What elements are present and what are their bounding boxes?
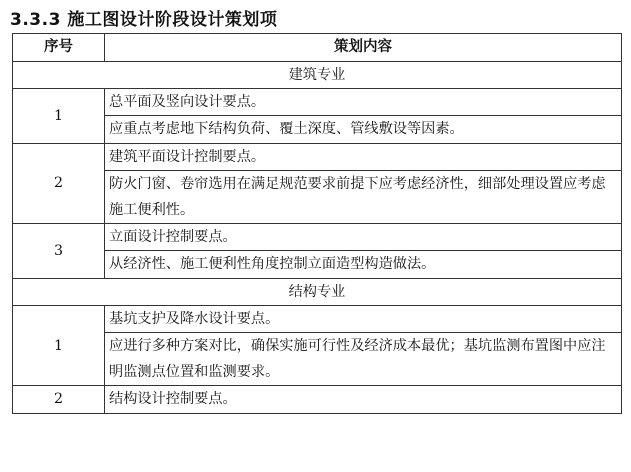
item-text: 结构设计控制要点。: [105, 386, 622, 413]
item-text: 立面设计控制要点。: [105, 224, 622, 251]
section-heading: 3.3.3 施工图设计阶段设计策划项: [10, 10, 278, 30]
item-number: 2: [13, 143, 105, 224]
table-row: [13, 143, 622, 170]
item-text: 建筑平面设计控制要点。: [105, 143, 622, 170]
item-text: 从经济性、施工便利性角度控制立面造型构造做法。: [105, 251, 622, 278]
column-header-no: 序号: [13, 34, 105, 62]
table-header-row: [13, 34, 622, 62]
table-row: [13, 116, 622, 143]
item-number: 1: [13, 305, 105, 386]
table-row: [13, 386, 622, 413]
table-row: [13, 224, 622, 251]
design-planning-table: [12, 33, 622, 414]
item-number: 1: [13, 89, 105, 143]
section-row-architecture: [13, 62, 622, 89]
item-text: 基坑支护及降水设计要点。: [105, 305, 622, 332]
table-row: [13, 251, 622, 278]
table-row: [13, 89, 622, 116]
section-row-structure: [13, 278, 622, 305]
item-text: 应重点考虑地下结构负荷、覆土深度、管线敷设等因素。: [105, 116, 622, 143]
item-text: 防火门窗、卷帘选用在满足规范要求前提下应考虑经济性，细部处理设置应考虑施工便利性。: [105, 170, 622, 223]
item-number: 3: [13, 224, 105, 278]
table-row: [13, 333, 622, 386]
section-title: 结构专业: [13, 278, 622, 305]
table-row: [13, 170, 622, 223]
item-number: 2: [13, 386, 105, 413]
section-title: 建筑专业: [13, 62, 622, 89]
item-text: 总平面及竖向设计要点。: [105, 89, 622, 116]
table-row: [13, 305, 622, 332]
column-header-content: 策划内容: [105, 34, 622, 62]
item-text: 应进行多种方案对比，确保实施可行性及经济成本最优；基坑监测布置图中应注明监测点位置和监测要求。: [105, 333, 622, 386]
